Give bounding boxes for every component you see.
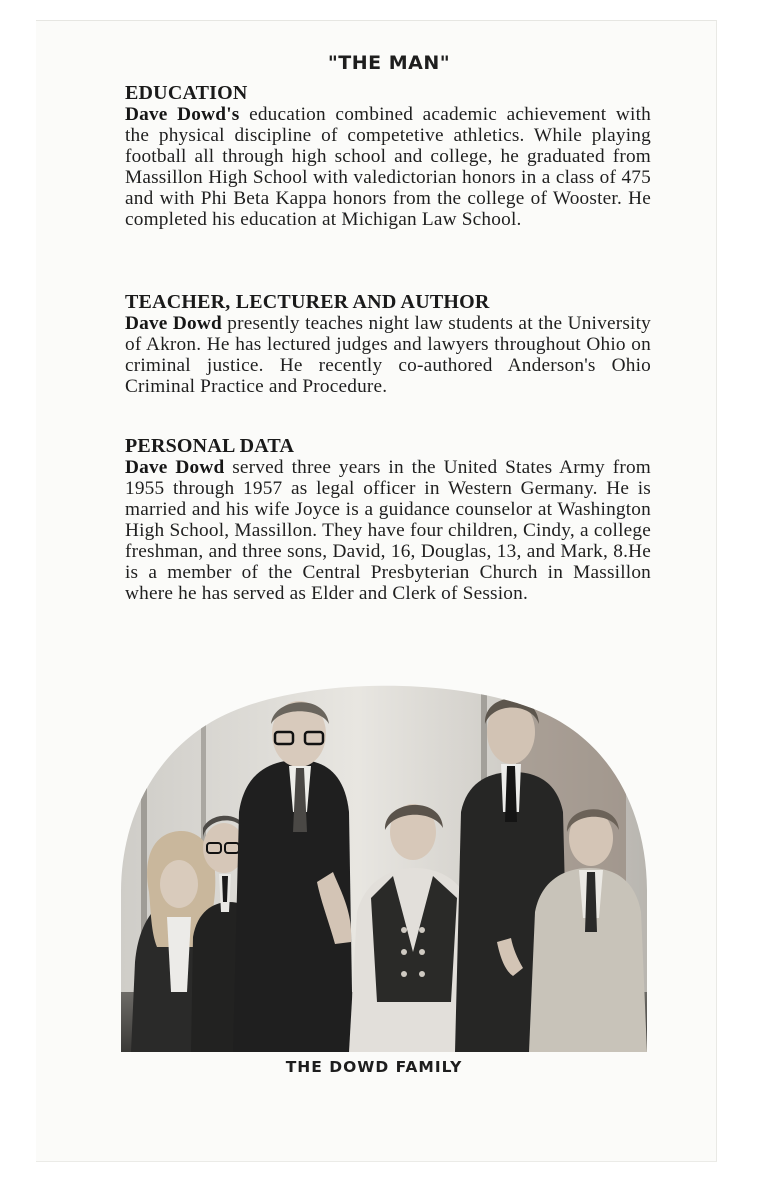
education-section [125,83,651,230]
personal-section [125,436,651,604]
page-title: "THE MAN" [327,52,451,74]
personal-paragraph [125,457,651,604]
education-heading: EDUCATION [125,82,248,104]
teacher-section [125,292,651,397]
education-paragraph [125,104,651,230]
education-text: education combined academic achievement with the physical discipline of competetive athletics. While playing football all through high school and college, he graduated from Massillon High School with valedictorian honors in a class of 475 and with Phi Beta Kappa honors from the college of Wooster. He completed his education at Michigan Law School. [125,104,651,230]
teacher-text: presently teaches night law students at the University of Akron. He has lectured judges and lawyers throughout Ohio on criminal justice. He recently co-authored Anderson's Ohio Criminal Practice and Procedure. [125,313,651,397]
education-lead-name: Dave Dowd's [125,104,240,125]
personal-heading: PERSONAL DATA [125,435,295,457]
personal-text: served three years in the United States Army from 1955 through 1957 as legal officer in Western Germany. He is married and his wife Joyce is a guidance counselor at Washington High School, Massillon. They have four children, Cindy, a college freshman, and three sons, David, 16, Douglas, 13, and Mark, 8.He is a member of the Central Presbyterian Church in Massillon where he has served as Elder and Clerk of Session. [125,457,651,604]
photo-caption: THE DOWD FAMILY [285,1058,463,1076]
personal-lead-name: Dave Dowd [125,457,225,478]
teacher-lead-name: Dave Dowd [125,313,222,334]
family-photo [121,662,647,1052]
teacher-paragraph [125,313,651,397]
teacher-heading: TEACHER, LECTURER AND AUTHOR [125,291,490,313]
